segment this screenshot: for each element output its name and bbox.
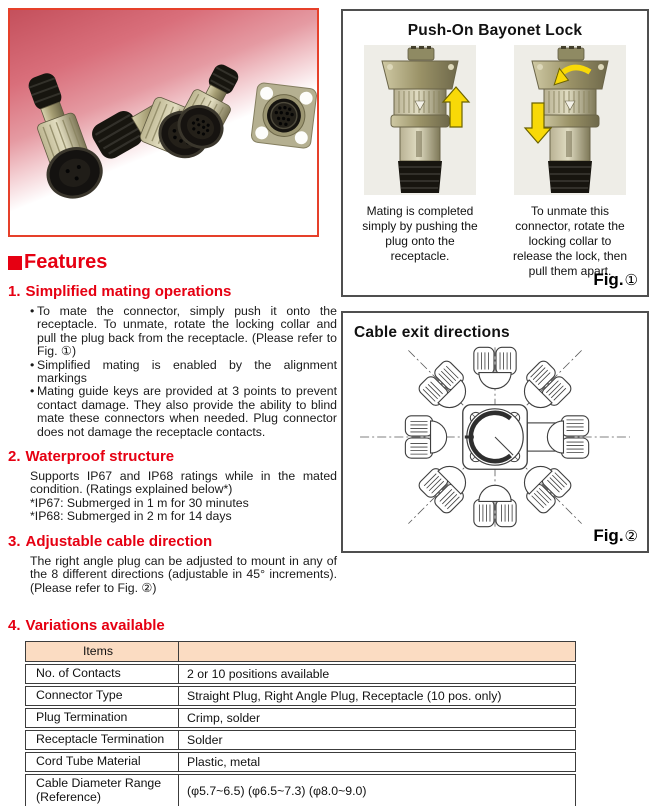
section1-heading: 1. Simplified mating operations bbox=[8, 283, 232, 300]
fig2-panel bbox=[341, 311, 649, 553]
bullet-item: • Simplified mating is enabled by the alignment markings bbox=[37, 359, 337, 386]
fig1-caption-right: To unmate this connector, rotate the locking collar to release the lock, then pull them apart. bbox=[512, 204, 628, 278]
bullet-item: • To mate the connector, simply push it onto the receptacle. To unmate, rotate the locking collar and pull the plug back from the receptacle. (Please refer to Fig. ①) bbox=[37, 305, 337, 359]
section4-heading: 4. Variations available bbox=[8, 617, 165, 634]
table-header-row bbox=[25, 641, 576, 662]
section2-body bbox=[8, 470, 337, 524]
row-item-value: 2 or 10 positions available bbox=[178, 664, 576, 684]
table-row bbox=[25, 774, 576, 806]
row-item-value: Plastic, metal bbox=[178, 752, 576, 772]
bullet-item: • Mating guide keys are provided at 3 points to prevent contact damage. They also provide the ability to blind mate these connectors when needed. Plug connector does not damage the receptacle contacts. bbox=[37, 385, 337, 439]
mating-connector-illustration bbox=[364, 45, 476, 195]
section3-body bbox=[8, 555, 337, 595]
row-item-label: Cable Diameter Range (Reference) bbox=[25, 774, 178, 806]
variations-section bbox=[8, 617, 580, 806]
row-item-value: Solder bbox=[178, 730, 576, 750]
unmating-connector-illustration bbox=[514, 45, 626, 195]
fig1-caption-left: Mating is completed simply by pushing the plug onto the receptacle. bbox=[362, 204, 478, 263]
table-row bbox=[25, 708, 576, 728]
table-header-items: Items bbox=[25, 641, 178, 662]
section3-heading: 3. Adjustable cable direction bbox=[8, 532, 213, 550]
table-row bbox=[25, 730, 576, 750]
row-item-label: Receptacle Termination bbox=[25, 730, 178, 750]
fig1-label: Fig.① bbox=[593, 270, 638, 289]
paragraph: The right angle plug can be adjusted to mount in any of the 8 different directions (adjustable in 45° increments). (Please refer to Fig. ②) bbox=[30, 553, 337, 595]
fig2-number: ② bbox=[624, 528, 638, 545]
row-item-value: Straight Plug, Right Angle Plug, Receptacle (10 pos. only) bbox=[178, 686, 576, 706]
features-title: Features bbox=[24, 251, 108, 273]
table-row bbox=[25, 664, 576, 684]
table-row bbox=[25, 686, 576, 706]
table-header-value bbox=[178, 641, 576, 662]
table-row bbox=[25, 752, 576, 772]
cable-exit-diagram bbox=[354, 344, 636, 530]
row-item-value: (φ5.7~6.5) (φ6.5~7.3) (φ8.0~9.0) bbox=[178, 774, 576, 806]
row-item-label: Cord Tube Material bbox=[25, 752, 178, 772]
note-line: *IP68: Submerged in 2 m for 14 days bbox=[30, 509, 232, 524]
fig1-photos bbox=[343, 45, 647, 279]
note-line: *IP67: Submerged in 1 m for 30 minutes bbox=[30, 495, 249, 510]
row-item-value: Crimp, solder bbox=[178, 708, 576, 728]
fig1-panel bbox=[341, 9, 649, 297]
section1-bullets bbox=[8, 305, 337, 439]
paragraph: Supports IP67 and IP68 ratings while in the mated condition. (Ratings explained below*) bbox=[30, 469, 337, 497]
connectors-photo-illustration bbox=[10, 10, 317, 235]
section2-heading: 2. Waterproof structure bbox=[8, 448, 175, 466]
fig2-title: Cable exit directions bbox=[354, 324, 510, 341]
fig2-label: Fig.② bbox=[593, 526, 638, 545]
row-item-label: No. of Contacts bbox=[25, 664, 178, 684]
product-photo bbox=[8, 8, 319, 237]
row-item-label: Connector Type bbox=[25, 686, 178, 706]
fig1-title: Push-On Bayonet Lock bbox=[407, 22, 583, 39]
red-square-icon bbox=[8, 256, 22, 270]
variations-table bbox=[25, 639, 576, 806]
features-heading bbox=[8, 251, 337, 274]
fig1-number: ① bbox=[624, 272, 638, 289]
row-item-label: Plug Termination bbox=[25, 708, 178, 728]
features-column bbox=[8, 251, 337, 595]
